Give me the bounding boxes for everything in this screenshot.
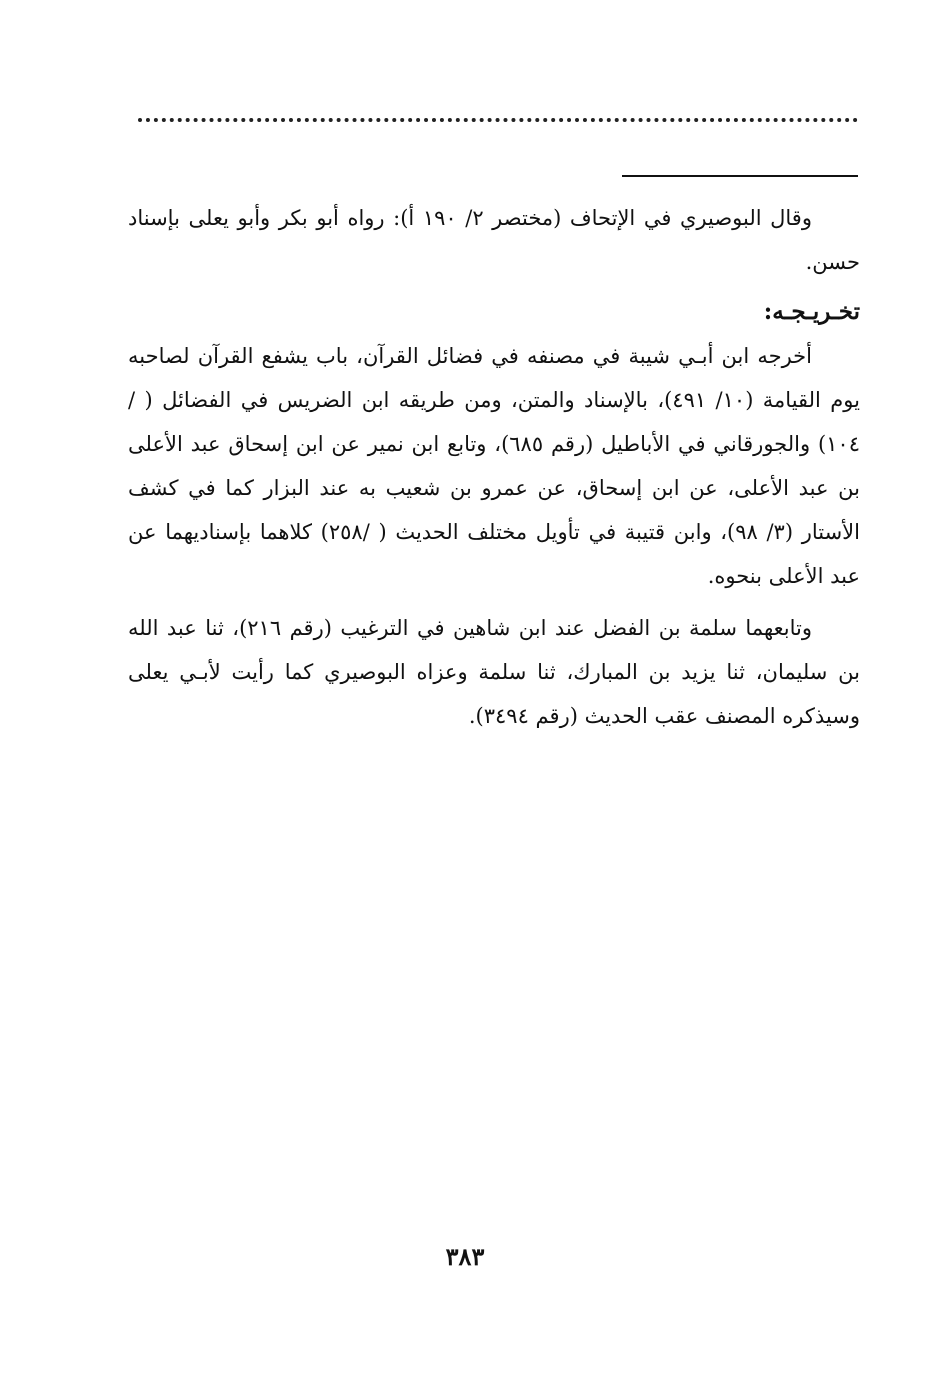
takhrij-paragraph-1: أخرجه ابن أبـي شيبة في مصنفه في فضائل القرآن، باب يشفع القرآن لصاحبه يوم القيامة (١٠/ ٤٩١)، بالإسناد والمتن، ومن طريقه ابن الضريس في الفضائل ( /١٠٤) والجورقاني في الأباطيل (رقم ٦٨٥)، وتابع ابن نمير عن ابن إسحاق عبد الأعلى بن عبد الأعلى، عن ابن إسحاق، عن عمرو بن شعيب به عند البزار كما في كشف الأستار (٣/ ٩٨)، وابن قتيبة في تأويل مختلف الحديث ( /٢٥٨) كلاهما بإسناديهما عن عبد الأعلى بنحوه.	[128, 344, 860, 588]
page-body	[128, 196, 860, 738]
page-number: ٣٨٣	[445, 1242, 485, 1271]
takhrij-paragraph-2: وتابعهما سلمة بن الفضل عند ابن شاهين في الترغيب (رقم ٢١٦)، ثنا عبد الله بن سليمان، ثنا يزيد بن المبارك، ثنا سلمة وعزاه البوصيري كما رأيت لأبـي يعلى وسيذكره المصنف عقب الحديث (رقم ٣٤٩٤).	[128, 616, 860, 728]
footnote-rule	[622, 175, 858, 177]
note-paragraph: وقال البوصيري في الإتحاف (مختصر ٢/ ١٩٠ أ): رواه أبو بكر وأبو يعلى بإسناد حسن.	[128, 206, 860, 274]
dotted-separator	[138, 118, 858, 122]
section-heading: تخـريـجـه:	[763, 298, 860, 325]
